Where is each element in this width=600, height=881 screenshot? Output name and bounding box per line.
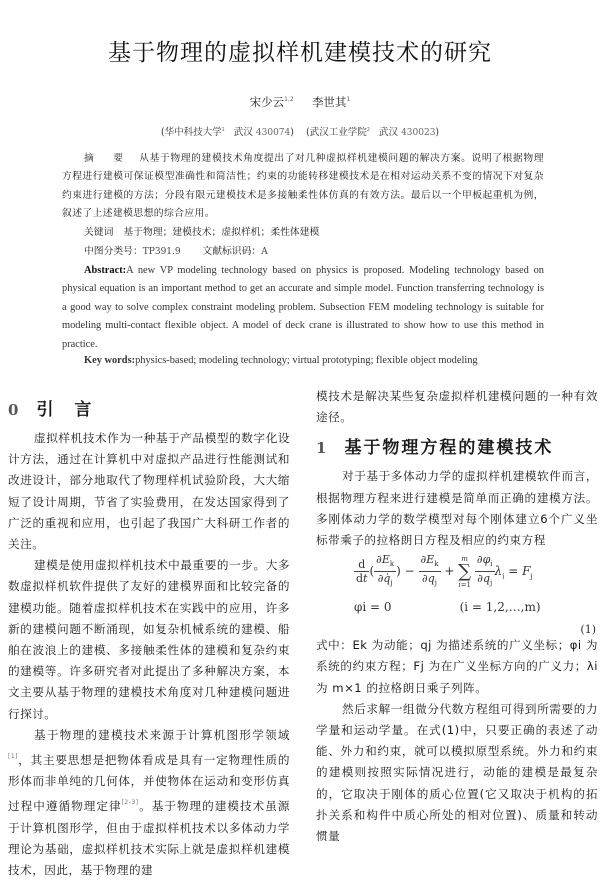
affil-mark: 1 <box>346 96 351 103</box>
affil-mark: 1,2 <box>284 96 294 103</box>
affiliation-line: (华中科技大学$^1$ 武汉 430074) (武汉工业学院$^2$ 武汉 430023) <box>160 127 440 138</box>
keywords-en-label: Key words: <box>84 355 136 366</box>
equation-line-2 <box>354 597 541 618</box>
clc-value: TP391.9 <box>142 247 181 257</box>
citation-ref[interactable]: [2-3] <box>121 799 139 807</box>
paragraph: 式中：Ek 为动能；qj 为描述系统的广义坐标；φi 为系统的约束方程；Fj 为在广义坐标方向的广义力；λi 为 m×1 的拉格朗日乘子列阵。 <box>316 638 598 695</box>
abstract-chinese <box>62 150 544 224</box>
affiliation-city: 武汉 <box>379 127 399 138</box>
paragraph: 建模是使用虚拟样机技术中最重要的一步。大多数虚拟样机软件提供了友好的建模界面和比较完备的建模功能。随着虚拟样机技术在实践中的应用，许多新的建模问题不断涌现，如复杂机械系统的建模、船舶在波浪上的建模、多接触柔性体的建模和复杂约束的建模等。许多研究者对此提出了多种解决方案，本文主要从基于物理的建模技术角度对几种建模问题进行探讨。 <box>8 558 290 721</box>
abstract-label: 摘 要 <box>84 153 132 164</box>
right-column <box>316 386 598 847</box>
section-number: 0 <box>8 401 19 419</box>
paragraph <box>8 725 290 881</box>
affil-mark: 2 <box>366 127 370 133</box>
abstract-en-text: A new VP modeling technology based on physics is proposed. Modeling technology based on physical equation is an important method to get an accurate and simple model. Function transferring technology is a good way to solve complex constraint modeling problem. Subsection FEM modeling technology is suitable for modeling multi-contact flexible object. A model of deck crane is illustrated to show how to use this method in practice. <box>62 265 544 350</box>
paragraph: 对于基于多体动力学的虚拟样机建模软件而言，根据物理方程来进行建模是简单而正确的建模方法。多刚体动力学的数学模型对每个刚体建立6个广义坐标带乘子的拉格朗日方程及相应的约束方程 <box>316 469 598 548</box>
abstract-text: 从基于物理的建模技术角度提出了对几种虚拟样机建模问题的解决方案。说明了根据物理方程进行建模可保证模型准确性和简洁性；约束的功能转移建模技术是在相对运动关系不变的情况下对复杂约束进行建模的方法；分段有限元建模技术是多接触柔性体仿真的有效方法。最后以一个甲板起重机为例，叙述了上述建模思想的综合应用。 <box>62 153 544 220</box>
affil-mark: 1 <box>221 127 225 133</box>
author-name: 宋少云 <box>249 95 285 109</box>
paragraph-text: ，其主要思想是把物体看成是具有一定物理性质的形体而非单纯的几何体，并使物体在运动和变形仿真过程中遵循物理定律 <box>8 753 290 814</box>
section-heading-1 <box>316 436 598 460</box>
keywords-english <box>84 352 544 370</box>
keywords-en-text: physics-based; modeling technology; virtual prototyping; flexible object modeling <box>135 355 478 366</box>
paragraph: 然后求解一组微分代数方程组可得到所需要的力学量和运动学量。在式(1)中，只要正确的表述了动能、外力和约束，就可以模拟原型系统。外力和约束的建模则按照实际情况进行，动能的建模是最复杂的，它取决于刚体的质心位置(它又取决于机构的拓扑关系和构件中质心所处的相对位置)、质量和转动惯量 <box>316 701 598 844</box>
paragraph-text: 基于物理的建模技术来源于计算机图形学领域 <box>34 727 290 742</box>
keywords-text: 基于物理；建模技术；虚拟样机；柔性体建模 <box>123 227 320 238</box>
keywords-chinese <box>84 224 566 242</box>
abstract-english <box>62 262 544 354</box>
paper-title: 基于物理的虚拟样机建模技术的研究 <box>108 40 492 66</box>
section-title: 引 言 <box>36 400 94 420</box>
paragraph: 虚拟样机技术作为一种基于产品模型的数字化设计方法，通过在计算机中对虚拟产品进行性能测试和改进设计，部分地取代了物理样机试验阶段，大大缩短了设计周期，节省了实验费用，在发达国家得到了广泛的重视和应用，也引起了我国广大科研工作者的关注。 <box>8 431 290 552</box>
section-title: 基于物理方程的建模技术 <box>344 438 554 459</box>
postcode: 430023 <box>401 128 436 138</box>
affiliation-name: 华中科技大学 <box>164 127 222 138</box>
equation-number: (1) <box>580 623 596 637</box>
paragraph: 模技术是解决某些复杂虚拟样机建模问题的一种有效途径。 <box>316 389 598 425</box>
affiliation-name: 武汉工业学院 <box>309 127 367 138</box>
doc-code-value: A <box>261 247 268 257</box>
equation-1 <box>316 551 598 635</box>
author-name: 李世其 <box>312 95 347 109</box>
affiliation-city: 武汉 <box>233 127 253 138</box>
postcode: 430074 <box>255 128 291 138</box>
section-number: 1 <box>316 439 327 458</box>
left-column <box>8 398 290 881</box>
author-line <box>0 94 600 110</box>
equation-line-1: $\frac{d}{dt}$ ( $\frac{\partial E_k}{\partial q̇_j}$ ) − $\frac{\partial E_k}{\partial q_j}$ + m ∑ i=1 $\frac{\partial\varphi_i}{\partial q_j}$ $\lambda_i = F_j$ <box>356 553 533 589</box>
keywords-label: 关键词 <box>84 227 114 238</box>
classification-line <box>84 243 566 261</box>
doc-code-label: 文献标识码： <box>202 246 262 257</box>
citation-ref[interactable]: [1] <box>8 753 18 761</box>
abstract-en-label: Abstract: <box>84 265 127 276</box>
constraint-range: (i = 1,2,…,m) <box>459 600 541 615</box>
paragraph-text: 。基于物理的建模技术虽源于计算机图形学，但由于虚拟样机技术以多体动力学理论为基础，虚拟样机技术实际上就是虚拟样机建模技术，因此，基于物理的建 <box>8 799 290 878</box>
constraint-lhs: φi = 0 <box>354 600 392 615</box>
clc-label: 中图分类号： <box>84 246 143 257</box>
section-heading-0 <box>8 398 290 422</box>
